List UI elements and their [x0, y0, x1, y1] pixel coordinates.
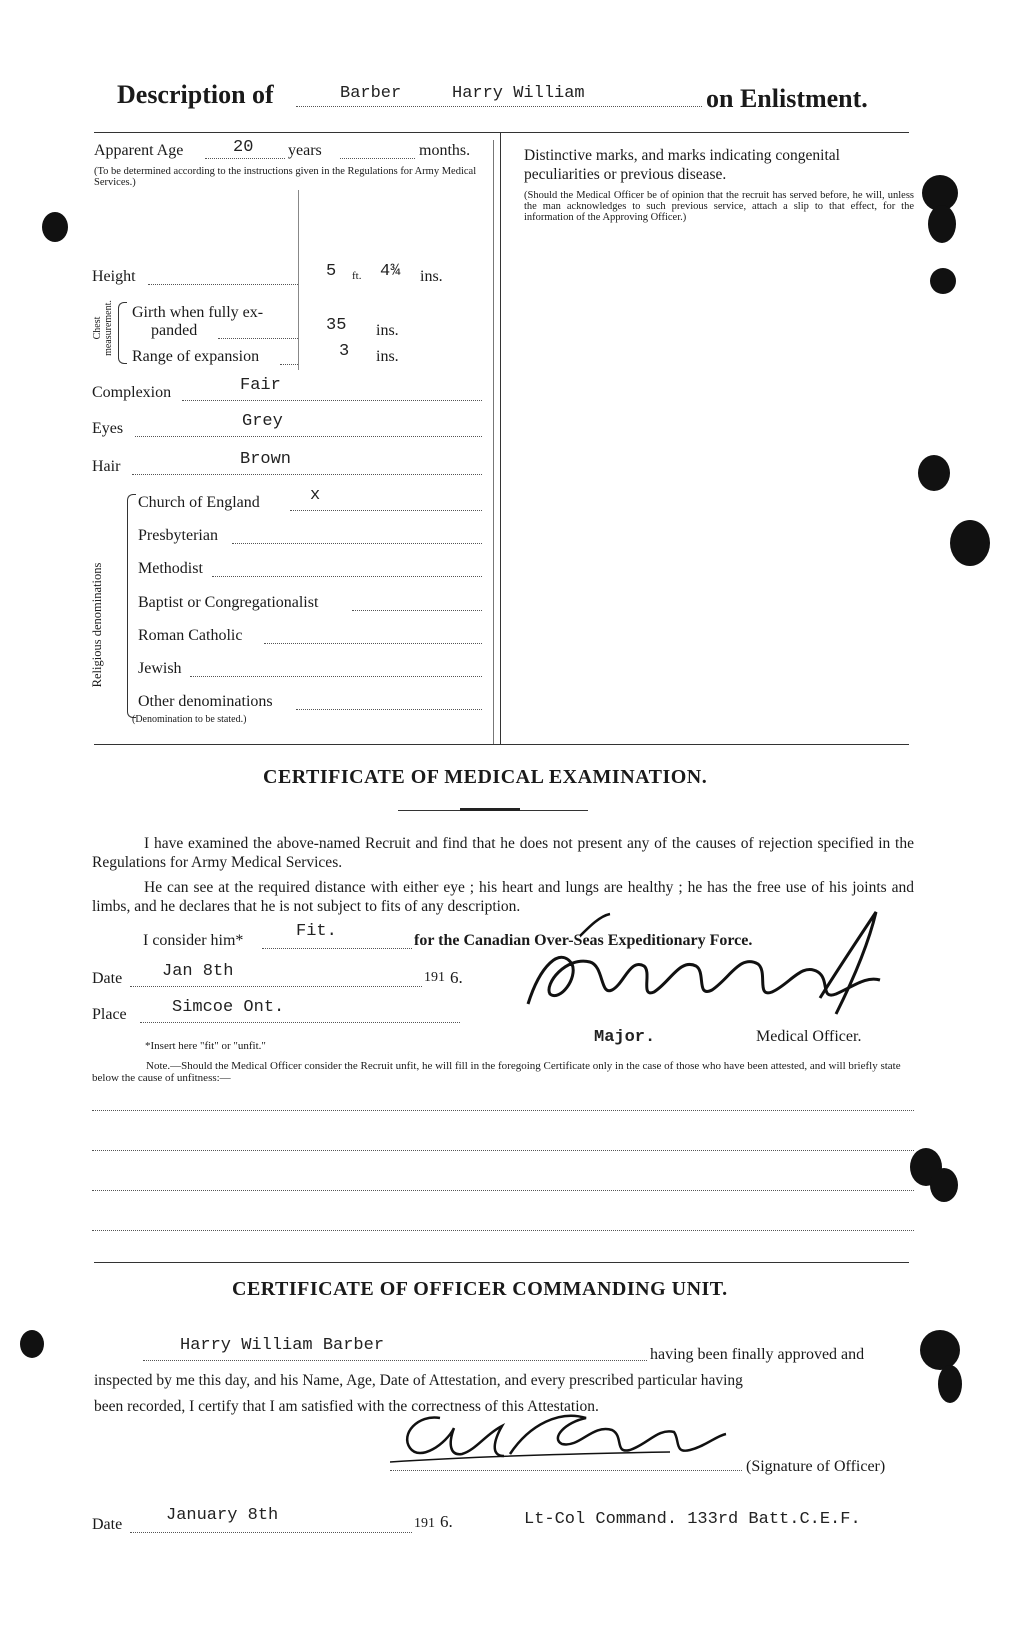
religion-line — [212, 576, 482, 577]
consider-value: Fit. — [296, 922, 337, 941]
months-label: months. — [419, 142, 471, 159]
punch-hole — [918, 455, 950, 491]
punch-hole — [920, 1330, 960, 1370]
medical-year-prefix: 191 — [424, 970, 445, 985]
column-divider — [500, 132, 501, 744]
height-ft-value: 5 — [326, 262, 337, 281]
consider-label: I consider him* — [143, 932, 244, 949]
medical-paragraph-2: He can see at the required distance with either eye ; his heart and lungs are healthy ; he has the free use of his joints and limbs, and he declares that he is not subject to fits of any description. — [92, 879, 914, 915]
distinctive-marks-heading: Distinctive marks, and marks indicating congenital peculiarities or previous disease. — [524, 147, 840, 183]
eyes-line — [135, 436, 482, 437]
commanding-year-suffix: 6. — [440, 1512, 453, 1531]
years-label: years — [288, 142, 322, 159]
chest-side-label: Chest measurement. — [92, 300, 114, 356]
age-note: (To be determined according to the instructions given in the Regulations for Army Medical Services.) — [94, 166, 477, 188]
height-ins-label: ins. — [420, 268, 443, 285]
religion-line — [232, 543, 482, 544]
chest-bracket — [118, 302, 127, 364]
range-label: Range of expansion — [132, 348, 260, 365]
girth-value: 35 — [326, 316, 347, 335]
religion-line — [352, 610, 482, 611]
religion-line — [264, 643, 482, 644]
medical-officer-signature — [520, 906, 900, 1026]
religion-side-label: Religious denominations — [90, 562, 104, 688]
religion-roman-catholic: Roman Catholic — [138, 627, 243, 644]
commanding-text-3: been recorded, I certify that I am satisfied with the correctness of this Attestation. — [94, 1398, 599, 1415]
religion-church-of-england: Church of England — [138, 494, 260, 511]
ft-label: ft. — [352, 270, 362, 282]
section-rule-2 — [94, 1262, 909, 1263]
commanding-name-value: Harry William Barber — [180, 1336, 385, 1355]
section-rule — [94, 744, 909, 745]
denomination-note: (Denomination to be stated.) — [132, 714, 247, 725]
girth-line — [218, 338, 298, 339]
commanding-text-1: having been finally approved and — [650, 1346, 865, 1363]
range-value: 3 — [339, 342, 350, 361]
commanding-name-line — [143, 1360, 647, 1361]
hair-value: Brown — [240, 450, 292, 469]
place-line — [140, 1022, 460, 1023]
medical-year-suffix: 6. — [450, 968, 463, 987]
measurement-divider — [298, 190, 299, 370]
girth-label-2: panded — [151, 322, 198, 339]
insert-note: *Insert here "fit" or "unfit." — [145, 1040, 266, 1052]
religion-jewish: Jewish — [138, 660, 182, 677]
hair-line — [132, 474, 482, 475]
unfitness-note: Note.—Should the Medical Officer consider the Recruit unfit, he will fill in the foregoing Certificate only in the case of those who have been attested, and will briefly state below the cause of unfitness:— — [92, 1060, 901, 1084]
religion-other: Other denominations — [138, 693, 273, 710]
eyes-label: Eyes — [92, 420, 124, 437]
medical-date-value: Jan 8th — [162, 962, 234, 981]
punch-hole — [930, 1168, 958, 1202]
girth-label-1: Girth when fully ex- — [132, 304, 264, 321]
complexion-line — [182, 400, 482, 401]
complexion-value: Fair — [240, 376, 281, 395]
header-given-names: Harry William — [452, 84, 585, 103]
religion-mark: x — [310, 486, 321, 505]
consider-line — [262, 948, 412, 949]
commanding-officer-signature — [390, 1404, 730, 1468]
medical-paragraph-1: I have examined the above-named Recruit and find that he does not present any of the causes of rejection specified in the Regulations for Army Medical Services. — [92, 835, 914, 871]
religion-bracket — [127, 494, 136, 718]
range-line — [280, 364, 298, 365]
height-in-value: 4¾ — [380, 262, 401, 281]
medical-certificate-title: CERTIFICATE OF MEDICAL EXAMINATION. — [263, 766, 708, 788]
commanding-date-label: Date — [92, 1516, 123, 1533]
girth-ins-label: ins. — [376, 322, 399, 339]
force-label: for the Canadian Over-Seas Expeditionary Force. — [414, 932, 753, 949]
age-value: 20 — [233, 138, 254, 157]
top-rule — [94, 132, 909, 133]
range-ins-label: ins. — [376, 348, 399, 365]
age-label: Apparent Age — [94, 142, 184, 159]
unfitness-line — [92, 1150, 914, 1151]
commanding-certificate-title: CERTIFICATE OF OFFICER COMMANDING UNIT. — [232, 1278, 728, 1300]
punch-hole — [930, 268, 956, 294]
hair-label: Hair — [92, 458, 121, 475]
commanding-officer-value: Lt-Col Command. 133rd Batt.C.E.F. — [524, 1510, 861, 1529]
unfitness-line — [92, 1230, 914, 1231]
unfitness-line — [92, 1190, 914, 1191]
religion-line — [190, 676, 482, 677]
place-value: Simcoe Ont. — [172, 998, 285, 1017]
religion-line — [296, 709, 482, 710]
height-label: Height — [92, 268, 136, 285]
punch-hole — [42, 212, 68, 242]
medical-officer-rank: Major. — [594, 1028, 656, 1047]
medical-date-label: Date — [92, 970, 123, 987]
header-surname: Barber — [340, 84, 402, 103]
punch-hole — [950, 520, 990, 566]
religion-baptist: Baptist or Congregationalist — [138, 594, 319, 611]
eyes-value: Grey — [242, 412, 283, 431]
header-prefix: Description of — [117, 80, 274, 109]
religion-methodist: Methodist — [138, 560, 203, 577]
signature-line — [390, 1470, 742, 1471]
medical-date-line — [130, 986, 422, 987]
signature-label: (Signature of Officer) — [746, 1458, 886, 1475]
age-line — [205, 158, 285, 159]
distinctive-marks-note: (Should the Medical Officer be of opinion that the recruit has served before, he will, unless the man acknowledges to such previous service, attach a slip to that effect, for the information of the Approving Officer.) — [524, 190, 914, 223]
header-name-line — [296, 106, 702, 107]
column-divider-inner — [493, 140, 494, 744]
medical-officer-label: Medical Officer. — [756, 1028, 862, 1045]
height-line — [148, 284, 298, 285]
commanding-year-prefix: 191 — [414, 1516, 435, 1531]
months-line — [340, 158, 415, 159]
place-label: Place — [92, 1006, 127, 1023]
religion-line — [290, 510, 482, 511]
punch-hole — [938, 1365, 962, 1403]
punch-hole — [20, 1330, 44, 1358]
title-rule-bold — [460, 808, 520, 811]
punch-hole — [928, 205, 956, 243]
complexion-label: Complexion — [92, 384, 172, 401]
header-suffix: on Enlistment. — [706, 84, 868, 113]
commanding-text-2: inspected by me this day, and his Name, Age, Date of Attestation, and every prescribed particular having — [94, 1372, 743, 1389]
religion-presbyterian: Presbyterian — [138, 527, 218, 544]
commanding-date-line — [130, 1532, 412, 1533]
commanding-date-value: January 8th — [166, 1506, 279, 1525]
unfitness-line — [92, 1110, 914, 1111]
